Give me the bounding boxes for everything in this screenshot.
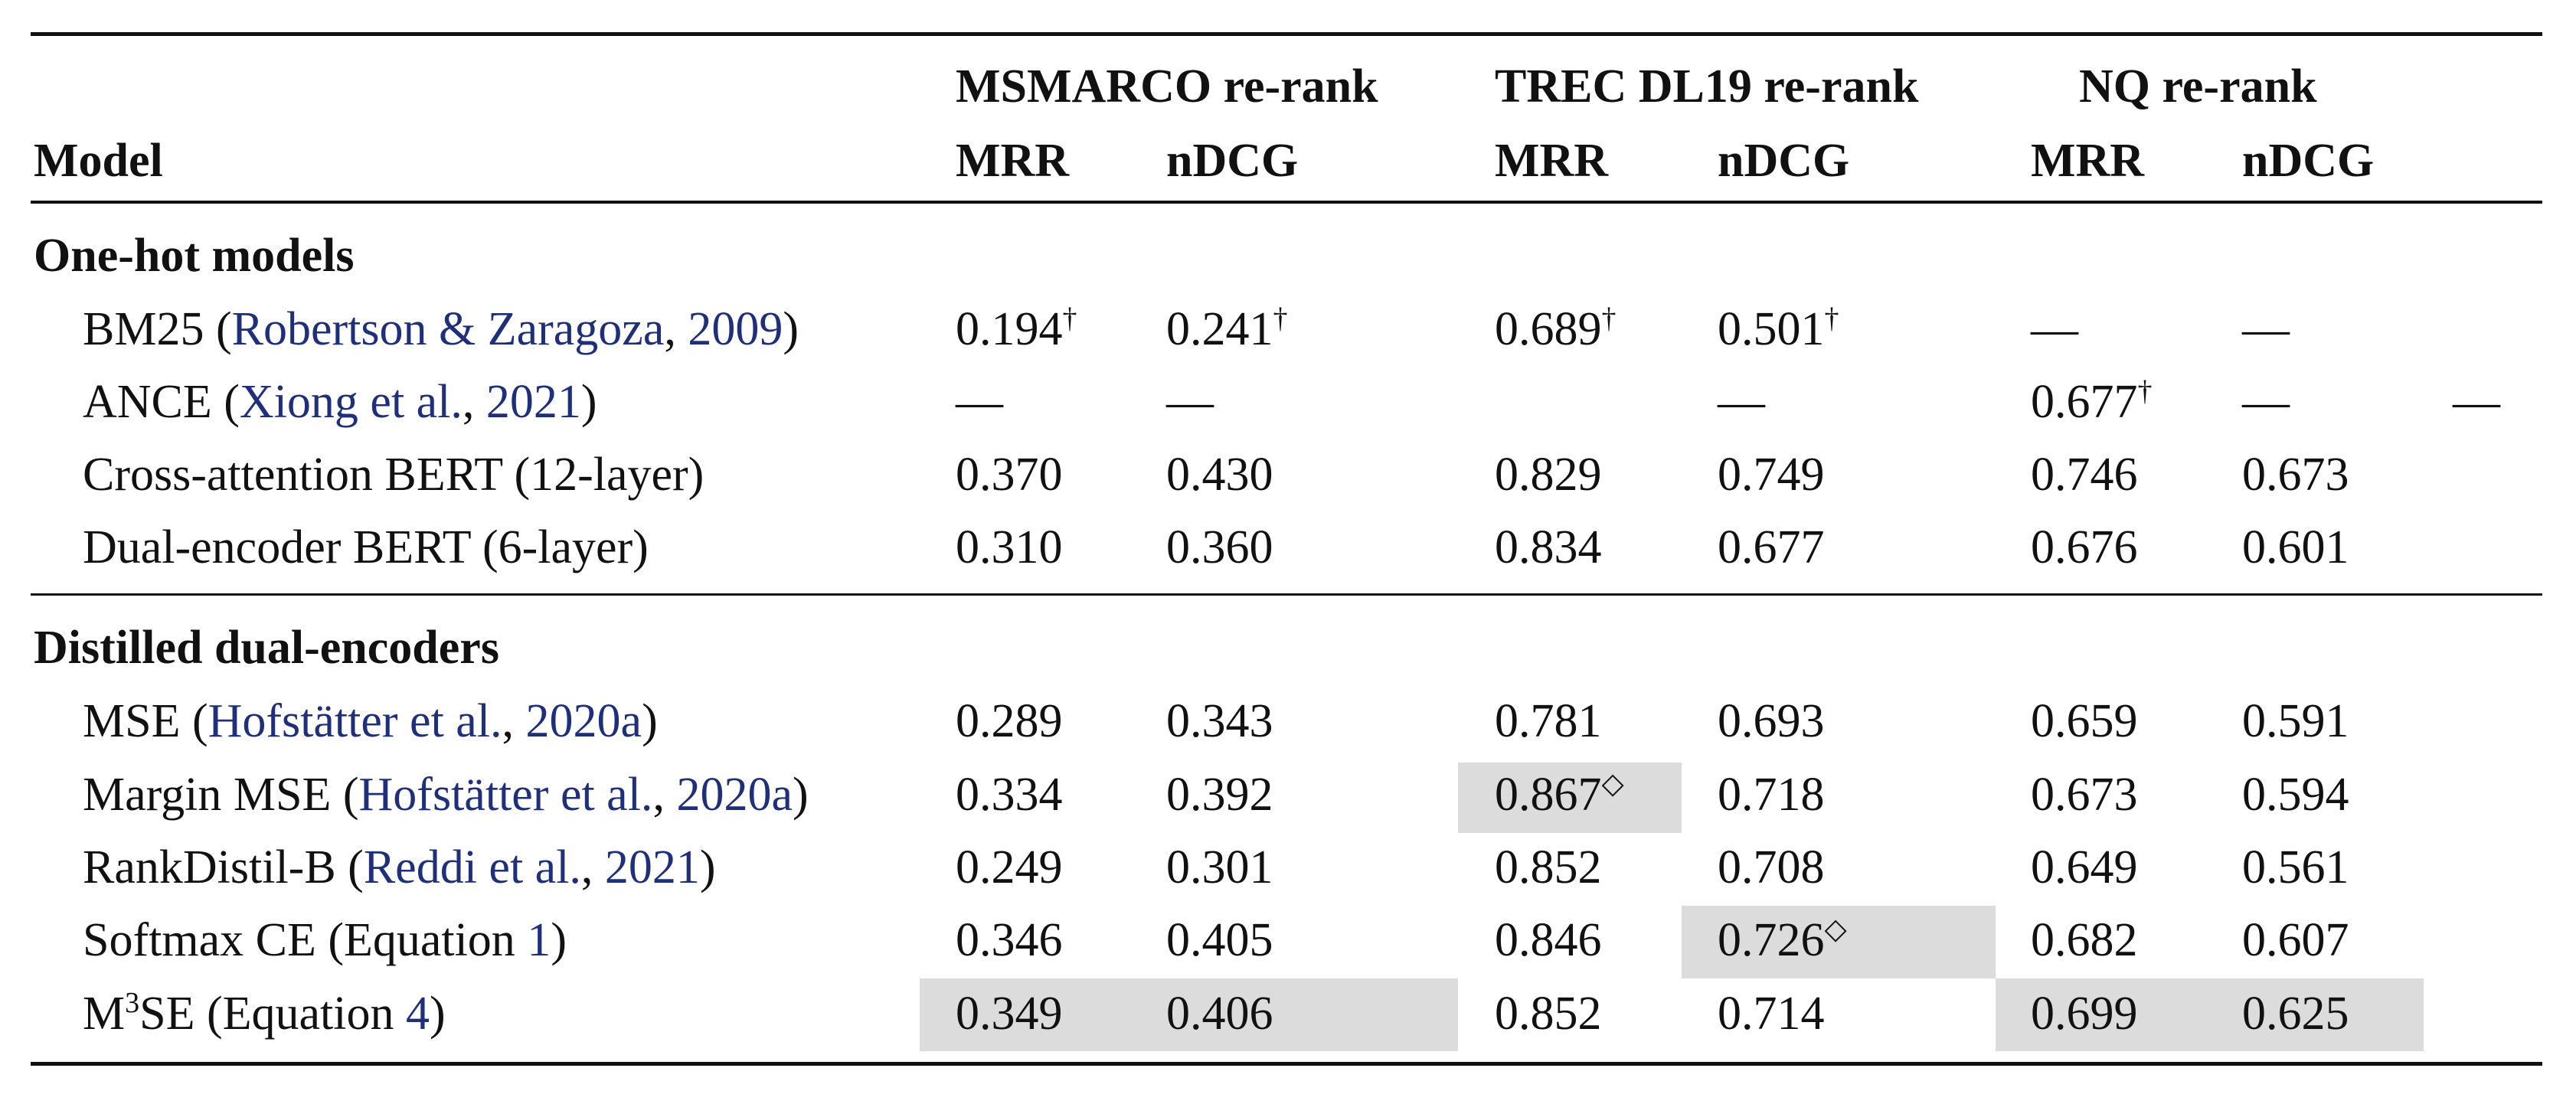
- cell-value: 0.726◇: [1718, 913, 1847, 966]
- citation-link[interactable]: Robertson & Zaragoza: [231, 303, 665, 355]
- cell-value: 0.301: [1166, 841, 1273, 893]
- group-header-msmarco: MSMARCO re-rank: [956, 60, 1378, 113]
- top-rule: [31, 32, 2542, 36]
- cell-value: 0.682: [2031, 914, 2138, 966]
- model-name: BM25 (Robertson & Zaragoza, 2009): [83, 303, 799, 355]
- citation-link[interactable]: Hofstätter et al.: [208, 695, 502, 747]
- model-name: $M^3SE$ (Equation 4): [83, 987, 446, 1040]
- section-rule: [31, 593, 2542, 596]
- cell-value: 0.673: [2242, 449, 2349, 501]
- cell-value: 0.693: [1718, 695, 1825, 747]
- cell-value: 0.607: [2242, 914, 2349, 966]
- metric-header: nDCG: [2242, 135, 2375, 187]
- cell-value: 0.430: [1166, 449, 1273, 501]
- model-name: ANCE (Xiong et al., 2021): [83, 376, 597, 428]
- section-title: One-hot models: [34, 230, 355, 282]
- equation-link[interactable]: 1: [527, 914, 551, 966]
- cell-value: 0.749: [1718, 449, 1825, 501]
- metric-header: MRR: [2031, 135, 2145, 187]
- metric-header: MRR: [1495, 135, 1609, 187]
- cell-value: 0.625: [2242, 988, 2349, 1040]
- cell-value: 0.346: [956, 914, 1063, 966]
- model-name: Dual-encoder BERT (6-layer): [83, 521, 649, 573]
- cell-value: —: [1718, 376, 1765, 428]
- cell-value: —: [956, 376, 1003, 428]
- model-name: RankDistil-B (Reddi et al., 2021): [83, 841, 716, 893]
- model-name: Margin MSE (Hofstätter et al., 2020a): [83, 769, 809, 821]
- metric-header: nDCG: [1718, 135, 1850, 187]
- header-rule: [31, 201, 2542, 204]
- cell-value: 0.852: [1495, 841, 1602, 893]
- citation-link[interactable]: 2020a: [525, 695, 642, 747]
- cell-value-extra: —: [2453, 376, 2500, 428]
- cell-value: 0.781: [1495, 695, 1602, 747]
- cell-value: —: [2242, 303, 2290, 355]
- cell-value: 0.249: [956, 841, 1063, 893]
- cell-value: 0.852: [1495, 988, 1602, 1040]
- citation-link[interactable]: Hofstätter et al.: [358, 769, 653, 821]
- cell-value: —: [2242, 376, 2290, 428]
- citation-link[interactable]: 2009: [688, 303, 783, 355]
- cell-value: 0.405: [1166, 914, 1273, 966]
- cell-value: 0.601: [2242, 521, 2349, 573]
- cell-value: 0.714: [1718, 988, 1825, 1040]
- cell-value: 0.406: [1166, 988, 1273, 1040]
- cell-value: 0.349: [956, 988, 1063, 1040]
- group-header-nq: NQ re-rank: [2079, 60, 2317, 113]
- equation-link[interactable]: 4: [405, 988, 430, 1040]
- cell-value: 0.392: [1166, 769, 1273, 821]
- cell-value: 0.689†: [1495, 302, 1617, 355]
- cell-value: 0.708: [1718, 841, 1825, 893]
- cell-value: 0.501†: [1718, 302, 1839, 355]
- cell-value: 0.594: [2242, 769, 2349, 821]
- metric-header: MRR: [956, 135, 1070, 187]
- cell-value: 0.370: [956, 449, 1063, 501]
- cell-value: 0.746: [2031, 449, 2138, 501]
- cell-value: 0.360: [1166, 521, 1273, 573]
- cell-value: 0.591: [2242, 695, 2349, 747]
- cell-value: —: [2031, 303, 2078, 355]
- citation-link[interactable]: 2020a: [676, 769, 793, 821]
- cell-value: 0.289: [956, 695, 1063, 747]
- cell-value: 0.649: [2031, 841, 2138, 893]
- cell-value: 0.676: [2031, 521, 2138, 573]
- cell-value: 0.834: [1495, 521, 1602, 573]
- citation-link[interactable]: Xiong et al.: [239, 376, 463, 428]
- section-title: Distilled dual-encoders: [34, 622, 499, 674]
- metric-header: nDCG: [1166, 135, 1299, 187]
- model-name: MSE (Hofstätter et al., 2020a): [83, 695, 658, 747]
- cell-value: 0.334: [956, 769, 1063, 821]
- cell-value: 0.867◇: [1495, 768, 1624, 821]
- column-header-model: Model: [34, 135, 163, 187]
- cell-value: 0.241†: [1166, 302, 1288, 355]
- cell-value: 0.718: [1718, 769, 1825, 821]
- cell-value: 0.194†: [956, 302, 1077, 355]
- cell-value: 0.677†: [2031, 375, 2153, 428]
- cell-value: —: [1166, 376, 1214, 428]
- model-name: Cross-attention BERT (12-layer): [83, 449, 704, 501]
- cell-value: 0.829: [1495, 449, 1602, 501]
- cell-value: 0.846: [1495, 914, 1602, 966]
- cell-value: 0.677: [1718, 521, 1825, 573]
- model-name: Softmax CE (Equation 1): [83, 914, 567, 966]
- cell-value: 0.659: [2031, 695, 2138, 747]
- group-header-trec: TREC DL19 re-rank: [1495, 60, 1919, 113]
- citation-link[interactable]: 2021: [485, 376, 581, 428]
- cell-value: 0.343: [1166, 695, 1273, 747]
- cell-value: 0.673: [2031, 769, 2138, 821]
- citation-link[interactable]: 2021: [604, 841, 700, 893]
- cell-value: 0.699: [2031, 988, 2138, 1040]
- citation-link[interactable]: Reddi et al.: [363, 841, 581, 893]
- cell-value: 0.310: [956, 521, 1063, 573]
- cell-value: 0.561: [2242, 841, 2349, 893]
- bottom-rule: [31, 1062, 2542, 1066]
